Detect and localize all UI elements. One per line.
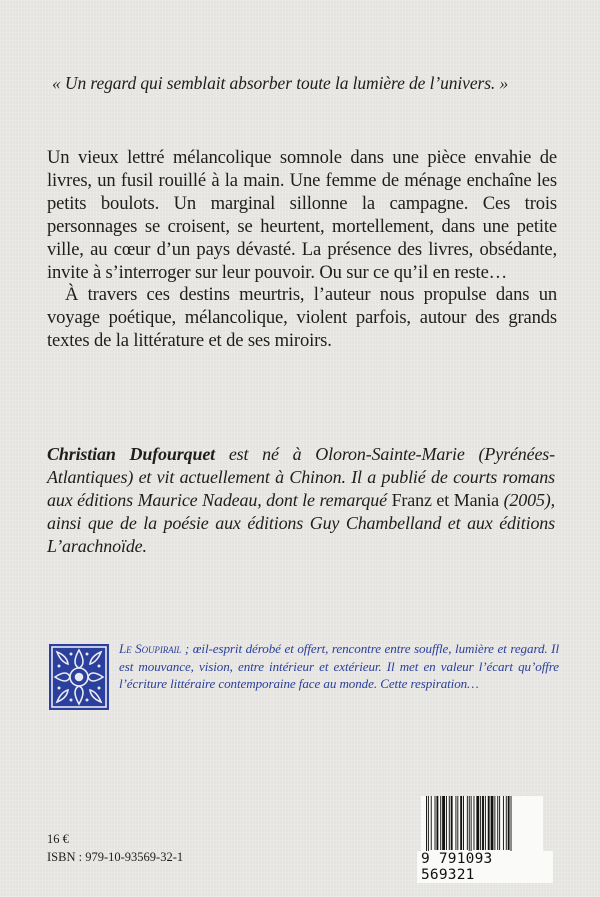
epigraph-quote: « Un regard qui semblait absorber toute la lumière de l’univers. » <box>52 73 509 93</box>
blue-ornament-icon <box>49 644 109 710</box>
collection-description <box>119 640 559 693</box>
synopsis-paragraph-1: Un vieux lettré mélancolique somnole dans une pièce envahie de livres, un fusil rouillé à la main. Une femme de ménage enchaîne les petits boulots. Un marginal sillonne la campagne. Ces trois personnages se croisent, se heurtent, mortellement, dans une petite ville, au cœur d’un pays dévasté. La présence des livres, obsédante, invite à s’interroger sur leur pouvoir. Ou sur ce qu’il en reste… <box>47 147 557 283</box>
price: 16 € <box>47 832 69 846</box>
collection-text: ; œil-esprit dérobé et offert, rencontre entre souffle, lumière et regard. Il est mouvance, vision, entre intérieur et extérieur. Il met en valeur l’écart qu’offre l’écriture littéraire contemporaine face au monde. Cette respiration… <box>119 641 559 692</box>
barcode-digits: 9 791093 569321 <box>417 851 553 883</box>
synopsis-paragraph-2: À travers ces destins meurtris, l’auteur nous propulse dans un voyage poétique, mélancolique, violent parfois, autour des grands textes de la littérature et de ses miroirs. <box>47 284 557 352</box>
synopsis <box>47 147 557 353</box>
book-title: Franz et Mania <box>391 489 499 510</box>
isbn: ISBN : 979-10-93569-32-1 <box>47 850 184 864</box>
barcode <box>425 796 541 854</box>
bio-text-1: est né à Oloron-Sainte-Marie (Pyrénées-Atlantiques) et vit actuellement à Chinon. Il a publié de courts romans aux éditions Maurice Nadeau, dont le remarqué <box>47 444 555 510</box>
author-name: Christian Dufourquet <box>47 444 216 464</box>
bio-text-2: (2005), ainsi que de la poésie aux éditions Guy Chambelland et aux éditions L’arachnoïde. <box>47 489 556 556</box>
collection-brand: Le Soupirail <box>119 641 182 656</box>
author-bio <box>47 443 555 558</box>
